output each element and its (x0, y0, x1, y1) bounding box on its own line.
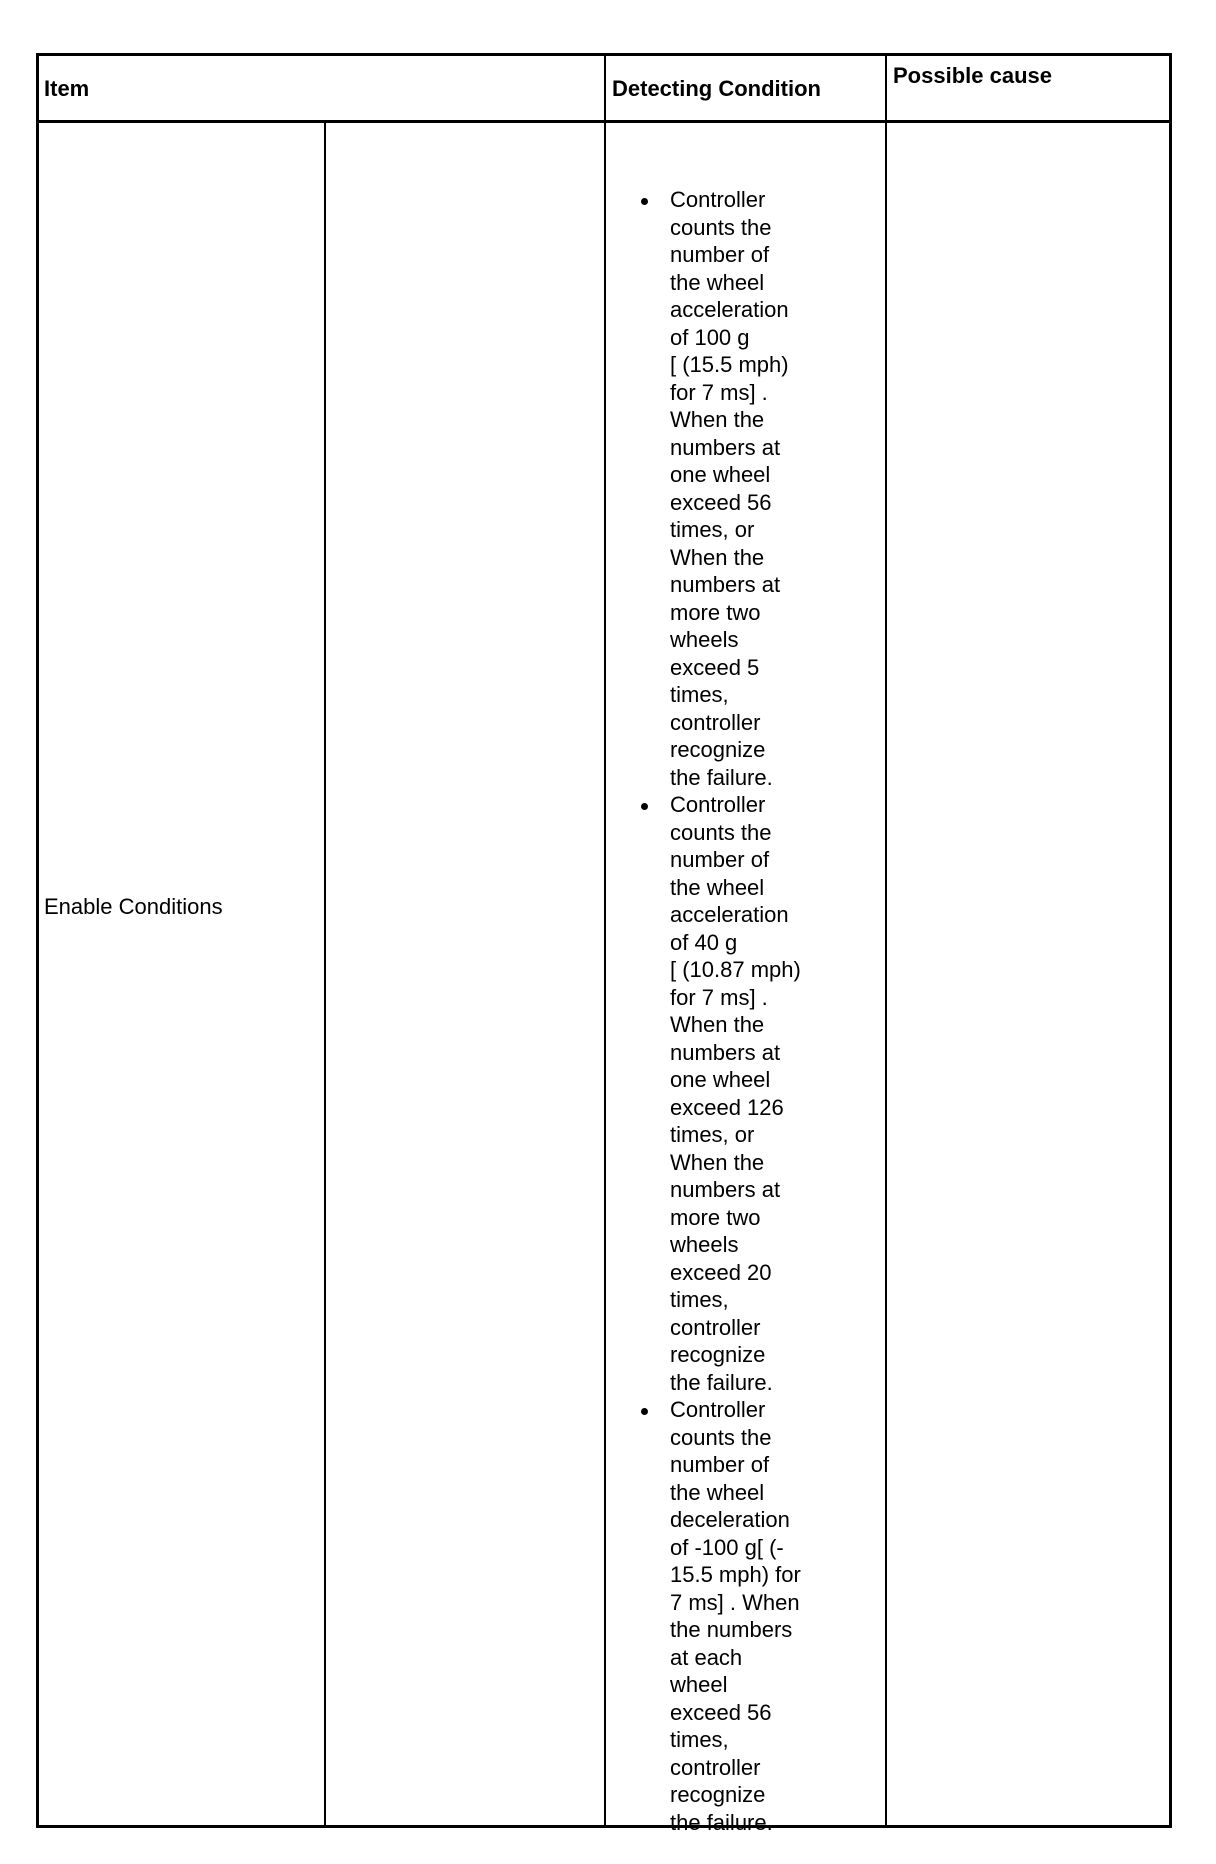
detecting-condition-cell (636, 186, 881, 1836)
condition-item-1: Controller counts the number of the wheel acceleration of 100 g [ (15.5 mph) for 7 ms] . When the numbers at one wheel exceed 56 times, or When the numbers at more two wheels exceed 5 times, controller recognize the failure. (636, 186, 881, 791)
header-detecting-condition: Detecting Condition (612, 76, 821, 101)
diagnostic-table (36, 53, 1172, 1835)
column-divider-detecting-cause (885, 56, 887, 1825)
item-label-enable-conditions: Enable Conditions (44, 894, 223, 919)
condition-item-3: Controller counts the number of the wheel deceleration of -100 g[ (- 15.5 mph) for 7 ms] . When the numbers at each wheel exceed 56 times, controller recognize the failure. (636, 1396, 881, 1836)
condition-item-2: Controller counts the number of the wheel acceleration of 40 g [ (10.87 mph) for 7 ms] . When the numbers at one wheel exceed 126 times, or When the numbers at more two wheels exceed 20 times, controller recognize the failure. (636, 791, 881, 1396)
header-possible-cause: Possible cause (893, 63, 1052, 88)
column-divider-item-sub (324, 122, 326, 1825)
column-divider-item-detecting (604, 56, 606, 1825)
condition-list (636, 186, 881, 1836)
header-item: Item (44, 76, 90, 101)
